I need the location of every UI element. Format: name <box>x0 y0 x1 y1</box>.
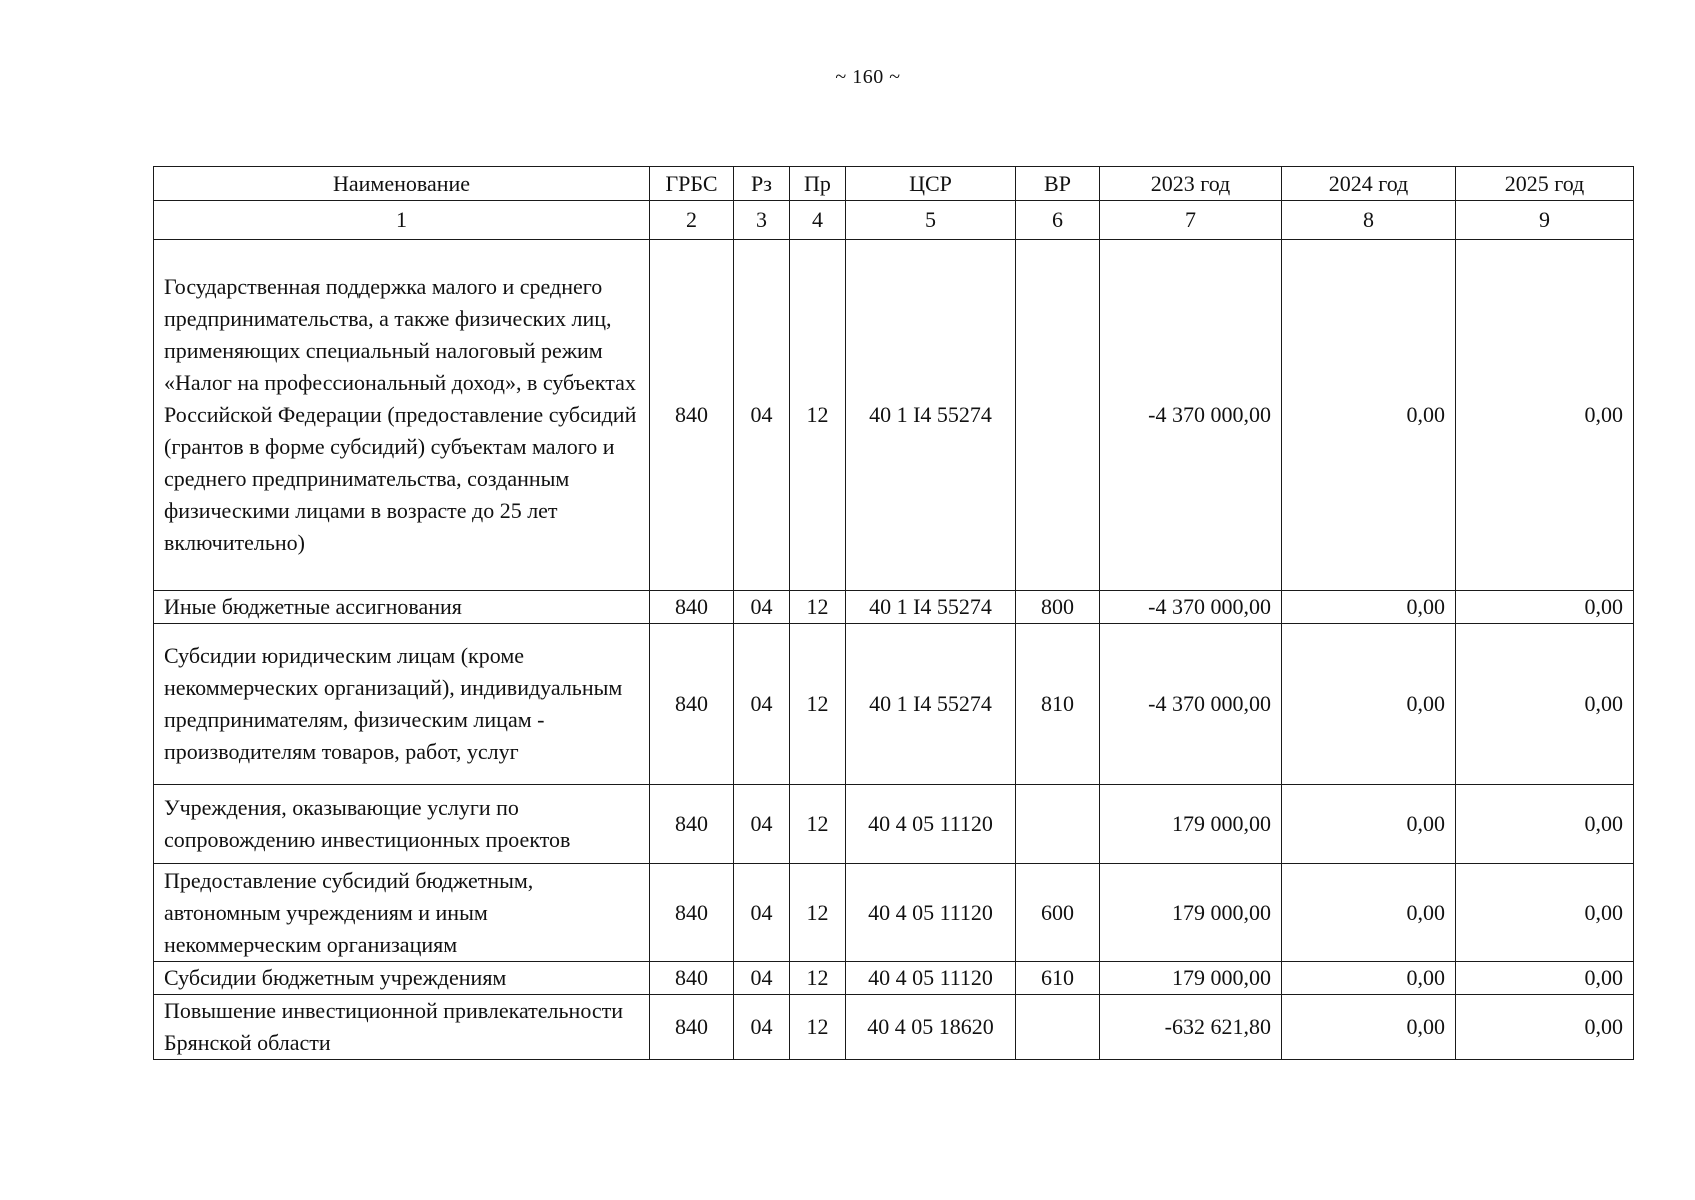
row-2025: 0,00 <box>1456 962 1634 995</box>
row-2023: -4 370 000,00 <box>1100 624 1282 785</box>
row-grbs: 840 <box>650 864 734 962</box>
row-2024: 0,00 <box>1282 624 1456 785</box>
header-vr: ВР <box>1016 167 1100 201</box>
row-grbs: 840 <box>650 591 734 624</box>
row-2023: 179 000,00 <box>1100 864 1282 962</box>
row-rz: 04 <box>734 240 790 591</box>
row-2025: 0,00 <box>1456 591 1634 624</box>
row-pr: 12 <box>790 962 846 995</box>
row-csr: 40 1 I4 55274 <box>846 591 1016 624</box>
column-number: 7 <box>1100 201 1282 240</box>
row-2024: 0,00 <box>1282 864 1456 962</box>
row-vr: 810 <box>1016 624 1100 785</box>
column-number: 4 <box>790 201 846 240</box>
row-name: Государственная поддержка малого и среднего предпринимательства, а также физических лиц, применяющих специальный налоговый режим «Налог на профессиональный доход», в субъектах Российской Федерации (предоставление субсидий (грантов в форме субсидий) субъектам малого и среднего предпринимательства, созданным физическими лицами в возрасте до 25 лет включительно) <box>154 240 650 591</box>
row-rz: 04 <box>734 624 790 785</box>
column-number: 9 <box>1456 201 1634 240</box>
column-number: 6 <box>1016 201 1100 240</box>
row-2023: 179 000,00 <box>1100 962 1282 995</box>
row-vr <box>1016 785 1100 864</box>
row-name: Иные бюджетные ассигнования <box>154 591 650 624</box>
column-number: 2 <box>650 201 734 240</box>
row-pr: 12 <box>790 240 846 591</box>
header-2024: 2024 год <box>1282 167 1456 201</box>
row-2025: 0,00 <box>1456 995 1634 1060</box>
header-row <box>154 167 1634 201</box>
row-2025: 0,00 <box>1456 240 1634 591</box>
column-number-row <box>154 201 1634 240</box>
row-2025: 0,00 <box>1456 785 1634 864</box>
row-name: Повышение инвестиционной привлекательности Брянской области <box>154 995 650 1060</box>
row-2024: 0,00 <box>1282 240 1456 591</box>
row-csr: 40 4 05 11120 <box>846 864 1016 962</box>
column-number: 5 <box>846 201 1016 240</box>
row-vr <box>1016 995 1100 1060</box>
row-grbs: 840 <box>650 240 734 591</box>
row-2023: -4 370 000,00 <box>1100 591 1282 624</box>
header-name: Наименование <box>154 167 650 201</box>
header-csr: ЦСР <box>846 167 1016 201</box>
row-vr: 800 <box>1016 591 1100 624</box>
table-row <box>154 591 1634 624</box>
row-grbs: 840 <box>650 995 734 1060</box>
table-row <box>154 962 1634 995</box>
row-vr <box>1016 240 1100 591</box>
row-name: Предоставление субсидий бюджетным, автономным учреждениям и иным некоммерческим организациям <box>154 864 650 962</box>
row-grbs: 840 <box>650 624 734 785</box>
row-pr: 12 <box>790 995 846 1060</box>
row-2025: 0,00 <box>1456 624 1634 785</box>
row-name: Субсидии юридическим лицам (кроме некоммерческих организаций), индивидуальным предпринимателям, физическим лицам - производителям товаров, работ, услуг <box>154 624 650 785</box>
row-grbs: 840 <box>650 785 734 864</box>
header-2023: 2023 год <box>1100 167 1282 201</box>
row-csr: 40 4 05 11120 <box>846 962 1016 995</box>
column-number: 1 <box>154 201 650 240</box>
row-csr: 40 4 05 11120 <box>846 785 1016 864</box>
page-number: ~ 160 ~ <box>835 66 901 88</box>
row-2023: 179 000,00 <box>1100 785 1282 864</box>
row-vr: 610 <box>1016 962 1100 995</box>
table-row <box>154 785 1634 864</box>
row-pr: 12 <box>790 624 846 785</box>
column-number: 8 <box>1282 201 1456 240</box>
row-pr: 12 <box>790 785 846 864</box>
column-number: 3 <box>734 201 790 240</box>
table-row <box>154 624 1634 785</box>
row-name: Учреждения, оказывающие услуги по сопровождению инвестиционных проектов <box>154 785 650 864</box>
row-grbs: 840 <box>650 962 734 995</box>
row-pr: 12 <box>790 864 846 962</box>
header-rz: Рз <box>734 167 790 201</box>
row-vr: 600 <box>1016 864 1100 962</box>
row-2025: 0,00 <box>1456 864 1634 962</box>
row-2024: 0,00 <box>1282 995 1456 1060</box>
row-csr: 40 1 I4 55274 <box>846 240 1016 591</box>
header-pr: Пр <box>790 167 846 201</box>
row-csr: 40 1 I4 55274 <box>846 624 1016 785</box>
row-rz: 04 <box>734 962 790 995</box>
row-2024: 0,00 <box>1282 591 1456 624</box>
row-2023: -632 621,80 <box>1100 995 1282 1060</box>
header-2025: 2025 год <box>1456 167 1634 201</box>
row-2024: 0,00 <box>1282 785 1456 864</box>
row-rz: 04 <box>734 864 790 962</box>
row-rz: 04 <box>734 995 790 1060</box>
header-grbs: ГРБС <box>650 167 734 201</box>
table-row <box>154 995 1634 1060</box>
table-row <box>154 864 1634 962</box>
row-2024: 0,00 <box>1282 962 1456 995</box>
table-row <box>154 240 1634 591</box>
row-rz: 04 <box>734 785 790 864</box>
row-pr: 12 <box>790 591 846 624</box>
row-name: Субсидии бюджетным учреждениям <box>154 962 650 995</box>
row-2023: -4 370 000,00 <box>1100 240 1282 591</box>
budget-table <box>153 166 1634 1060</box>
row-rz: 04 <box>734 591 790 624</box>
row-csr: 40 4 05 18620 <box>846 995 1016 1060</box>
